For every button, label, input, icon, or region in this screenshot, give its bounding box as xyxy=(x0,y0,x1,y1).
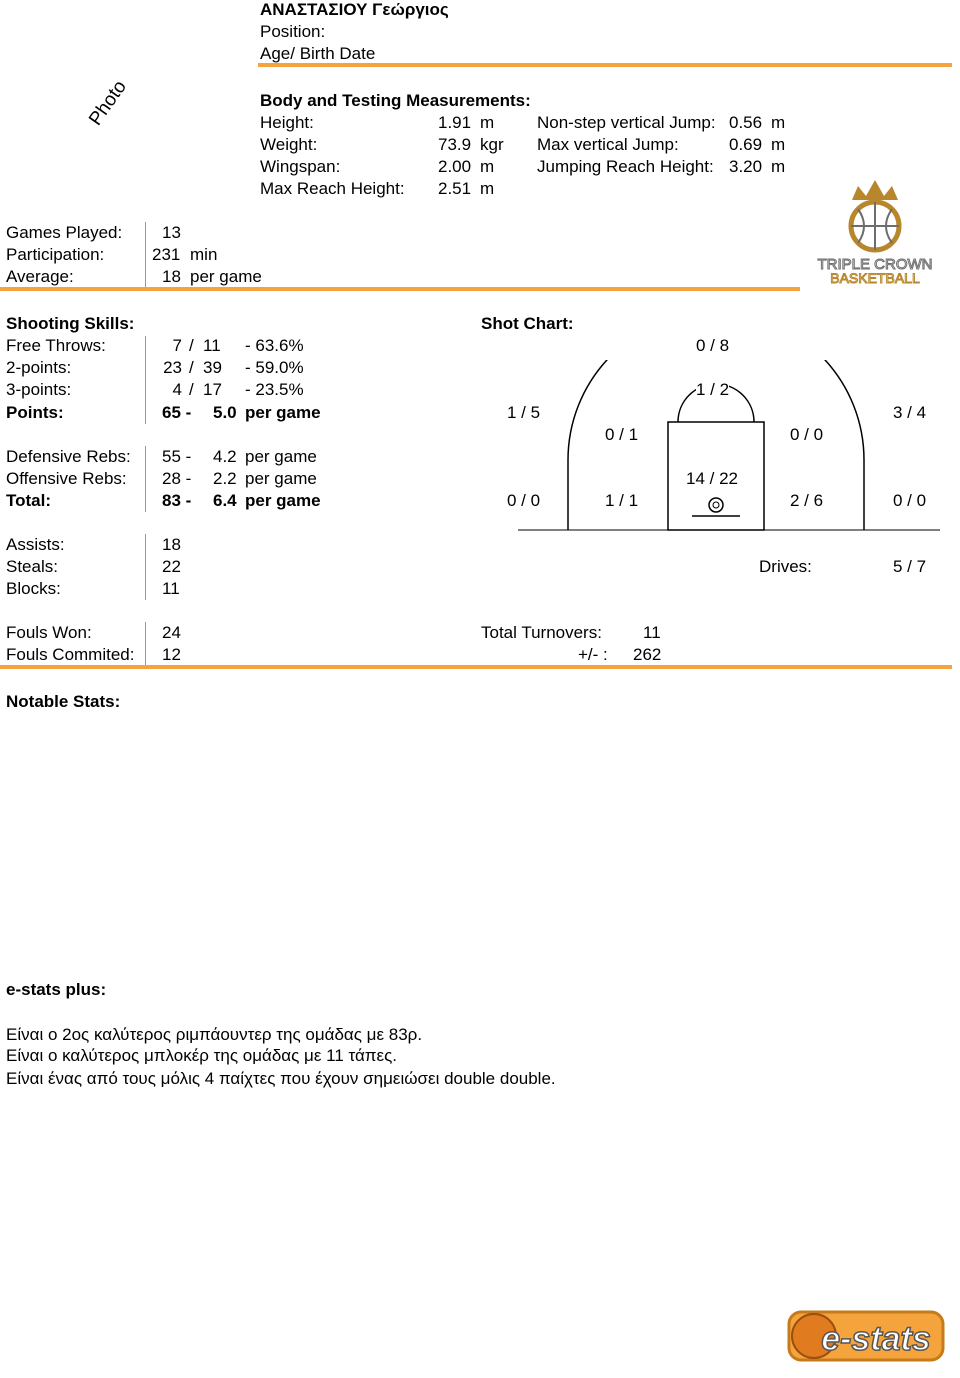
points-value: 65 - xyxy=(162,403,192,422)
nonstep-jump-label: Non-step vertical Jump: xyxy=(537,113,716,132)
two-pt-label: 2-points: xyxy=(6,358,72,377)
shot-right-elbow: 0 / 0 xyxy=(790,425,824,444)
estats-logo xyxy=(786,1306,948,1364)
plus-minus-label: +/- : xyxy=(578,645,608,664)
two-pt-att: 39 xyxy=(203,358,222,377)
def-rebs-avg: 4.2 xyxy=(213,447,237,466)
plus-minus-value: 262 xyxy=(633,645,662,664)
total-rebs-value: 83 - xyxy=(162,491,192,510)
max-vertical-value: 0.69 xyxy=(729,135,763,154)
weight-label: Weight: xyxy=(260,135,318,154)
jumping-reach-unit: m xyxy=(771,157,786,176)
average-value: 18 xyxy=(162,267,181,286)
height-label: Height: xyxy=(260,113,314,132)
shot-left-elbow: 0 / 1 xyxy=(605,425,639,444)
assists-value: 18 xyxy=(162,535,181,554)
blocks-value: 11 xyxy=(162,579,180,598)
participation-value: 231 xyxy=(152,245,181,264)
fouls-divider xyxy=(145,622,146,666)
player-name: ΑΝΑΣΤΑΣΙΟΥ Γεώργιος xyxy=(260,0,449,19)
shot-key-top: 1 / 2 xyxy=(696,380,730,399)
estats-line-2: Είναι ο καλύτερος μπλοκέρ της ομάδας με 11 τάπες. xyxy=(6,1046,398,1065)
total-rebs-avg: 6.4 xyxy=(213,491,237,510)
jumping-reach-label: Jumping Reach Height: xyxy=(537,157,714,176)
hoop-icon xyxy=(709,498,723,512)
weight-unit: kgr xyxy=(480,135,504,154)
games-played-label: Games Played: xyxy=(6,223,123,242)
steals-value: 22 xyxy=(162,557,181,576)
shot-right-wing: 3 / 4 xyxy=(893,403,927,422)
def-rebs-unit: per game xyxy=(245,447,317,466)
shot-left-wing: 1 / 5 xyxy=(507,403,541,422)
points-label: Points: xyxy=(6,403,64,422)
notable-stats-title: Notable Stats: xyxy=(6,692,121,711)
rebounds-divider xyxy=(145,446,146,512)
measurements-title: Body and Testing Measurements: xyxy=(260,91,531,110)
max-vertical-unit: m xyxy=(771,135,786,154)
assists-label: Assists: xyxy=(6,535,65,554)
estats-line-1: Είναι ο 2ος καλύτερος ριμπάουντερ της ομάδας με 83ρ. xyxy=(6,1025,423,1044)
def-rebs-value: 55 - xyxy=(162,447,192,466)
height-unit: m xyxy=(480,113,495,132)
drives-value: 5 / 7 xyxy=(893,557,927,576)
def-rebs-label: Defensive Rebs: xyxy=(6,447,131,466)
fouls-won-value: 24 xyxy=(162,623,181,642)
three-pt-att: 17 xyxy=(203,380,222,399)
three-pt-pct: - 23.5% xyxy=(245,380,304,399)
height-value: 1.91 xyxy=(438,113,472,132)
wingspan-label: Wingspan: xyxy=(260,157,341,176)
average-label: Average: xyxy=(6,267,74,286)
games-divider xyxy=(145,222,146,288)
blocks-label: Blocks: xyxy=(6,579,61,598)
games-played-value: 13 xyxy=(162,223,181,242)
shot-right-corner3: 0 / 0 xyxy=(893,491,927,510)
off-rebs-avg: 2.2 xyxy=(213,469,237,488)
estats-logo-text: e-stats xyxy=(821,1320,931,1358)
turnovers-value: 11 xyxy=(643,623,661,642)
fouls-commited-value: 12 xyxy=(162,645,181,664)
shot-top: 0 / 8 xyxy=(696,336,730,355)
misc-divider xyxy=(145,534,146,600)
points-avg: 5.0 xyxy=(213,403,237,422)
triple-crown-logo xyxy=(800,176,950,288)
off-rebs-label: Offensive Rebs: xyxy=(6,469,127,488)
steals-label: Steals: xyxy=(6,557,58,576)
nonstep-jump-value: 0.56 xyxy=(729,113,763,132)
off-rebs-unit: per game xyxy=(245,469,317,488)
max-vertical-label: Max vertical Jump: xyxy=(537,135,679,154)
three-pt-made: 4 xyxy=(172,380,182,399)
ft-made: 7 xyxy=(172,336,182,355)
logo-line1: TRIPLE CROWN xyxy=(817,256,933,273)
points-unit: per game xyxy=(245,403,321,422)
wingspan-value: 2.00 xyxy=(438,157,472,176)
jumping-reach-value: 3.20 xyxy=(729,157,763,176)
photo-placeholder-label: Photo xyxy=(85,76,131,130)
two-pt-made: 23 xyxy=(163,358,182,377)
games-rule xyxy=(0,287,800,291)
fouls-won-label: Fouls Won: xyxy=(6,623,92,642)
crown-icon xyxy=(852,180,898,200)
estats-line-3: Είναι ένας από τους μόλις 4 παίχτες που έχουν σημειώσει double double. xyxy=(6,1069,556,1088)
max-reach-value: 2.51 xyxy=(438,179,472,198)
wingspan-unit: m xyxy=(480,157,495,176)
age-label: Age/ Birth Date xyxy=(260,44,376,63)
total-rebs-unit: per game xyxy=(245,491,321,510)
shot-left-baseline: 1 / 1 xyxy=(605,491,639,510)
shot-left-corner3: 0 / 0 xyxy=(507,491,541,510)
shooting-divider xyxy=(145,336,146,424)
three-pt-label: 3-points: xyxy=(6,380,72,399)
estats-plus-title: e-stats plus: xyxy=(6,980,107,999)
max-reach-unit: m xyxy=(480,179,495,198)
two-pt-pct: - 59.0% xyxy=(245,358,304,377)
max-reach-label: Max Reach Height: xyxy=(260,179,405,198)
shooting-title: Shooting Skills: xyxy=(6,314,135,333)
total-rebs-label: Total: xyxy=(6,491,52,510)
stats-rule xyxy=(0,665,952,669)
participation-unit: min xyxy=(190,245,218,264)
fouls-commited-label: Fouls Commited: xyxy=(6,645,135,664)
ft-label: Free Throws: xyxy=(6,336,106,355)
logo-line2: BASKETBALL xyxy=(830,270,920,286)
nonstep-jump-unit: m xyxy=(771,113,786,132)
shot-paint: 14 / 22 xyxy=(686,469,738,488)
position-label: Position: xyxy=(260,22,326,41)
shot-chart-title: Shot Chart: xyxy=(481,314,574,333)
turnovers-label: Total Turnovers: xyxy=(481,623,602,642)
average-unit: per game xyxy=(190,267,262,286)
drives-label: Drives: xyxy=(759,557,812,576)
shot-right-baseline: 2 / 6 xyxy=(790,491,824,510)
ft-att: 11 xyxy=(203,336,221,355)
header-divider xyxy=(258,63,952,67)
participation-label: Participation: xyxy=(6,245,105,264)
off-rebs-value: 28 - xyxy=(162,469,192,488)
weight-value: 73.9 xyxy=(438,135,472,154)
ft-pct: - 63.6% xyxy=(245,336,304,355)
